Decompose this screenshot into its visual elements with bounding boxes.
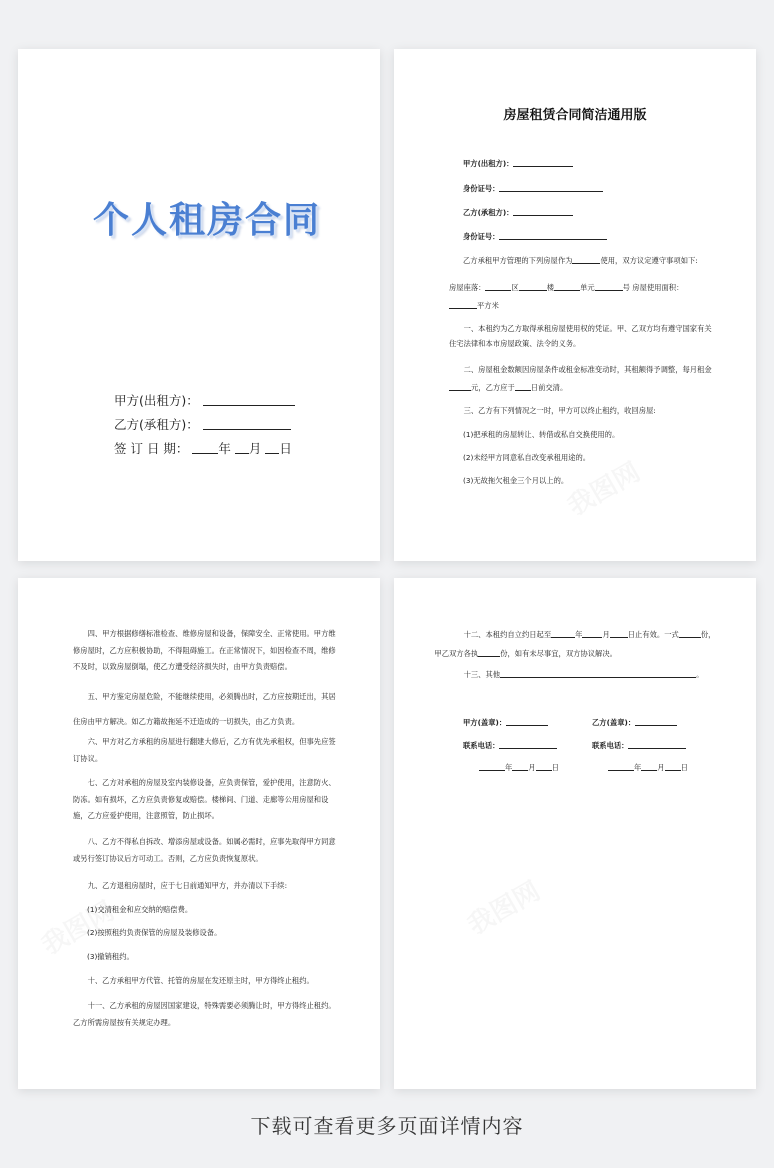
p2-party-b-line	[513, 207, 573, 216]
district-label: 区	[511, 283, 519, 292]
phone-a-label: 联系电话：	[463, 741, 500, 750]
p2-party-a	[463, 158, 573, 169]
date-a-month-line	[512, 762, 528, 771]
clause12-text-1: 十二、本租约自立约日起至	[463, 630, 552, 639]
contract-page-2	[394, 49, 756, 561]
p3-clause-4: 四、甲方根据修缮标准检查、维修房屋和设备，保障安全、正常使用。甲方维修房屋时，乙方应积极协助，不得阻碍施工。在正常情况下，如因检查不周，维修不及时，以致房屋倒塌，使乙方遭受经济损失时，由甲方负责赔偿。	[73, 629, 336, 671]
loc-line-4	[595, 282, 623, 291]
sqm-label: 平方米	[477, 301, 499, 310]
p2-clause-3: 三、乙方有下列情况之一时，甲方可以终止租约，收回房屋:	[463, 406, 656, 415]
p3-clause-5: 五、甲方鉴定房屋危险，不能继续使用，必须腾出时，乙方应按期迁出，其居住房由甲方解决。如乙方籍故拖延不迁造成的一切损失，由乙方负责。	[73, 692, 336, 726]
p4-clause-13	[449, 669, 717, 680]
each-line	[478, 648, 500, 657]
p2-party-a-line	[513, 158, 573, 167]
p4-clause-12	[434, 625, 717, 663]
clause13-label: 十三、其他	[463, 670, 501, 679]
copies-line	[679, 629, 701, 638]
other-line	[500, 669, 696, 678]
contract-page-4	[394, 578, 756, 1089]
cover-fields	[114, 389, 295, 461]
p2-intro	[463, 255, 723, 266]
p2-party-a-label: 甲方(出租方)：	[463, 159, 514, 168]
intro-text-2: 使用，双方议定遵守事项如下:	[600, 256, 698, 265]
year-label: 年	[218, 441, 231, 456]
p2-id-a-line	[499, 183, 603, 192]
copies-label: 份，	[700, 630, 716, 639]
loc-line-2	[519, 282, 547, 291]
cover-date-label: 签 订 日 期：	[114, 441, 189, 456]
p2-id-a	[463, 183, 603, 194]
use-line	[572, 255, 600, 264]
p3-clause-10: 十、乙方承租甲方代管、托管的房屋在发还原主时，甲方得终止租约。	[87, 976, 314, 985]
phone-a-line	[499, 740, 557, 749]
clause12-line-2	[434, 644, 617, 663]
contract-title: 房屋租赁合同简洁通用版	[503, 108, 647, 123]
clause12-text-2: 日止有效。一式	[627, 630, 679, 639]
cover-party-b-row	[114, 413, 295, 437]
p2-id-b-line	[499, 231, 607, 240]
seal-b	[592, 717, 677, 728]
seal-b-label: 乙方(盖章)：	[592, 718, 636, 727]
p3-clause-7: 七、乙方对承租的房屋及室内装修设备，应负责保管，爱护使用，注意防火、防冻。如有损坏，乙方应负责修复或赔偿。楼梯间、门道、走廊等公用房屋和设施，乙方应爱护使用，注意照管，防止损坏。	[73, 778, 336, 820]
seal-a-label: 甲方(盖章)：	[463, 718, 507, 727]
download-more-link[interactable]: 下载可查看更多页面详情内容	[250, 1114, 524, 1138]
phone-a	[463, 740, 557, 751]
date-b-month: 月	[657, 763, 665, 772]
area-label: 房屋使用面积：	[632, 283, 684, 292]
phone-b-line	[628, 740, 686, 749]
cover-party-a-row	[114, 389, 295, 413]
date-a	[479, 762, 559, 773]
watermark	[460, 871, 546, 942]
day-line	[265, 439, 279, 454]
p3-clause-6: 六、甲方对乙方承租的房屋进行翻建大修后，乙方有优先承租权，但事先应签订协议。	[73, 737, 336, 763]
intro-text-1: 乙方承租甲方管理的下列房屋作为	[463, 256, 573, 265]
end-year-line	[551, 629, 575, 638]
phone-b	[592, 740, 686, 751]
phone-b-label: 联系电话：	[592, 741, 629, 750]
building-label: 楼	[546, 283, 555, 292]
p3-item-1: (1)交清租金和应交纳的赔偿费。	[87, 905, 193, 914]
number-label: 号	[622, 283, 630, 292]
cover-party-a-line	[203, 391, 295, 406]
due-day-line	[515, 382, 531, 391]
p2-item-1: (1)把承租的房屋转让、转借或私自交换使用的。	[463, 430, 620, 439]
p3-clause-9: 九、乙方退租房屋时，应于七日前通知甲方，并办清以下手续:	[87, 881, 288, 890]
date-b-month-line	[641, 762, 657, 771]
day-label: 日	[279, 441, 292, 456]
period: 。	[696, 670, 704, 679]
clause12-text-3: 甲乙双方各执	[434, 649, 479, 658]
p3-clause-8: 八、乙方不得私自拆改、增添房屋或设备。如属必需时，应事先取得甲方同意或另行签订协议后方可动工。否则，乙方应负责恢复原状。	[73, 837, 336, 863]
date-b-day-line	[665, 762, 681, 771]
month-label: 月	[602, 630, 610, 639]
seal-a	[463, 717, 548, 728]
end-month-line	[582, 629, 602, 638]
year-label: 年	[575, 630, 583, 639]
cover-party-a-label: 甲方(出租方)：	[114, 393, 199, 408]
clause2-text-3: 日前交清。	[530, 383, 568, 392]
cover-date-row	[114, 437, 295, 461]
month-label: 月	[248, 441, 262, 456]
p2-party-b-label: 乙方(承租方)：	[463, 208, 514, 217]
p2-id-b-label: 身份证号：	[463, 232, 500, 241]
p2-id-b	[463, 231, 607, 242]
p2-item-3: (3)无故拖欠租金三个月以上的。	[463, 476, 569, 485]
cover-page	[18, 49, 380, 561]
p3-item-3: (3)撤销租约。	[87, 952, 134, 961]
date-b-year-line	[608, 762, 634, 771]
location-label: 房屋座落：	[449, 283, 486, 292]
loc-line-1	[485, 282, 511, 291]
p2-item-2: (2)未经甲方同意私自改变承租用途的。	[463, 453, 591, 462]
loc-line-3	[554, 282, 580, 291]
p3-item-2: (2)按照租约负责保管的房屋及装修设备。	[87, 928, 222, 937]
area-line	[449, 300, 477, 309]
clause2-text-1: 二、房屋租金数额因房屋条件或租金标准变动时，其租额得予调整，每月租金	[463, 365, 712, 374]
p2-party-b	[463, 207, 573, 218]
p3-clause-11: 十一、乙方承租的房屋因国家建设，特殊需要必须腾让时，甲方得终止租约。乙方所需房屋按有关规定办理。	[73, 1001, 336, 1027]
p2-clause-1: 一、本租约为乙方取得承租房屋使用权的凭证。甲、乙双方均有遵守国家有关住宅法律和本市房屋政策、法令的义务。	[449, 324, 712, 348]
p2-clause-2	[449, 361, 717, 397]
cover-title: 个人租房合同	[93, 200, 322, 241]
clause12-text-4: 份，如有未尽事宜，双方协议解决。	[500, 649, 617, 658]
contract-page-3	[18, 578, 380, 1089]
cover-party-b-label: 乙方(承租方)：	[114, 417, 199, 432]
seal-a-line	[506, 717, 548, 726]
p2-location	[449, 279, 717, 315]
date-b-year: 年	[634, 763, 642, 772]
clause2-text-2: 元，乙方应于	[471, 383, 515, 392]
year-line	[192, 439, 218, 454]
date-a-day: 日	[551, 763, 559, 772]
date-a-day-line	[536, 762, 552, 771]
date-a-year: 年	[505, 763, 513, 772]
date-b	[608, 762, 688, 773]
date-a-month: 月	[528, 763, 536, 772]
unit-label: 单元	[580, 283, 595, 292]
date-a-year-line	[479, 762, 505, 771]
month-line	[235, 439, 249, 454]
rent-line	[449, 382, 471, 391]
date-b-day: 日	[680, 763, 688, 772]
end-day-line	[610, 629, 628, 638]
seal-b-line	[635, 717, 677, 726]
p2-id-a-label: 身份证号：	[463, 184, 500, 193]
cover-party-b-line	[203, 415, 291, 430]
